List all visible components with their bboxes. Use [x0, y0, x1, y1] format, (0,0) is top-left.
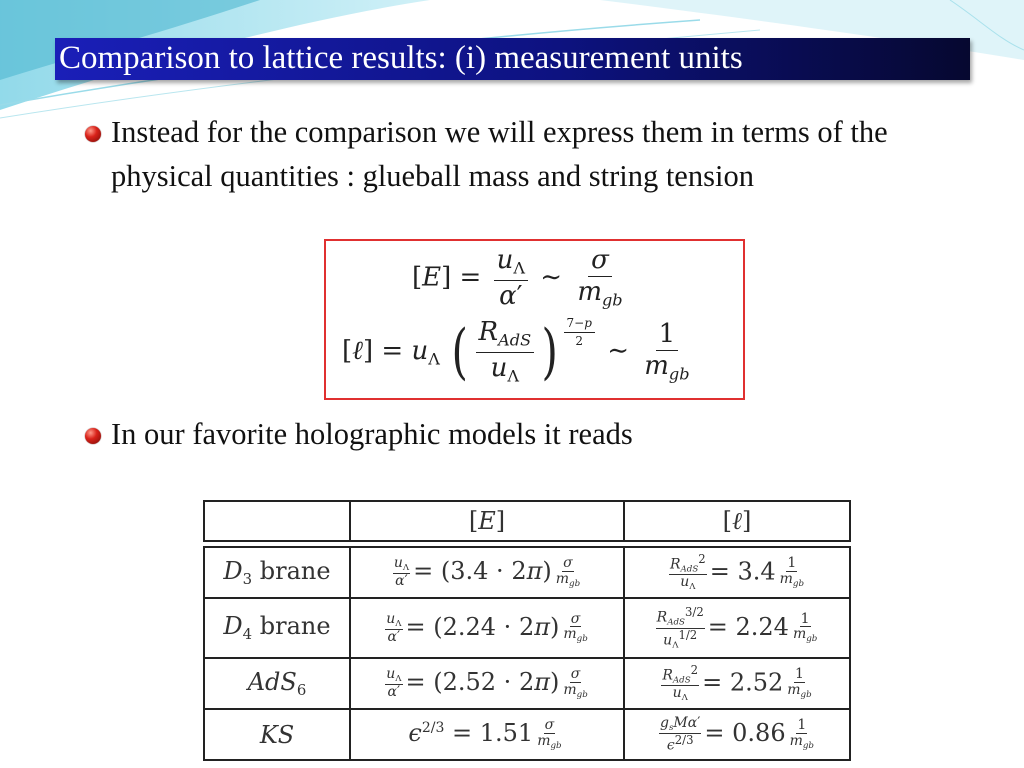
header-cell-empty — [203, 500, 349, 542]
header-cell-length: [ℓ] — [623, 500, 851, 542]
slide-title: Comparison to lattice results: (i) measurement units — [59, 40, 743, 76]
bullet-icon — [85, 126, 101, 142]
energy-lhs: [E] = — [412, 262, 482, 293]
energy-formula — [412, 247, 630, 310]
length-fraction-2: $\frac{1}{m_{gb}}$ — [644, 318, 690, 384]
row-label: $D_4$ brane — [203, 599, 349, 659]
row-label: AdS$_6$ — [203, 659, 349, 710]
results-table — [203, 500, 851, 761]
row-label: KS — [203, 710, 349, 761]
row-label: $D_3$ brane — [203, 546, 349, 599]
table-row — [203, 546, 851, 599]
length-fraction: $\frac{R_{AdS}}{u_\Lambda}$ — [476, 319, 535, 385]
table-row — [203, 659, 851, 710]
energy-fraction-2: $\frac{\sigma}{m_{gb}}$ — [577, 245, 623, 310]
bullet-text-2: In our favorite holographic models it reads — [111, 417, 633, 451]
title-bar — [55, 38, 970, 80]
length-sim: ∼ — [607, 336, 629, 366]
length-formula: [ℓ] = $u_\Lambda$ ( $\frac{R_{AdS}}{u_\Lambda}$ ) $\frac{7-p}{2}$ ∼ $\frac{1}{m_{gb}}$ — [342, 317, 697, 385]
formula-box — [324, 239, 745, 400]
results-table-panel — [152, 470, 868, 768]
length-exponent: $\frac{7-p}{2}$ — [564, 317, 595, 347]
energy-fraction-1: $\frac{u_\Lambda}{\alpha'}$ — [494, 247, 528, 310]
length-lhs: [ℓ] = $u_\Lambda$ — [342, 336, 440, 369]
row-energy: $\frac{u_\Lambda}{\alpha'}$ = (3.4 · 2π) σ $m_{gb}$ — [349, 546, 623, 599]
energy-sim: ∼ — [540, 262, 563, 293]
row-energy: $\epsilon^{2/3} = 1.51$ σ $m_{gb}$ — [349, 710, 623, 761]
row-length: $R_{AdS}^{3/2}$ $u_\Lambda^{1/2}$ = 2.24 1 $m_{gb}$ — [623, 599, 851, 659]
row-length: $R_{AdS}^2$ $u_\Lambda$ = 2.52 1 $m_{gb}$ — [623, 659, 851, 710]
row-energy: $\frac{u_\Lambda}{\alpha'}$ = (2.24 · 2π) σ $m_{gb}$ — [349, 599, 623, 659]
bullet-text-1: Instead for the comparison we will express them in terms of the physical quantities : glueball mass and string tension — [111, 115, 888, 193]
header-cell-energy: [E] — [349, 500, 623, 542]
bullet-icon — [85, 428, 101, 444]
table-row — [203, 599, 851, 659]
table-header-row — [203, 500, 851, 542]
row-energy: $\frac{u_\Lambda}{\alpha'}$ = (2.52 · 2π) σ $m_{gb}$ — [349, 659, 623, 710]
row-length: $g_sM\alpha'$ $\epsilon^{2/3}$ = 0.86 1 $m_{gb}$ — [623, 710, 851, 761]
table-row — [203, 710, 851, 761]
row-length: $R_{AdS}^2$ $u_\Lambda$ = 3.4 1 $m_{gb}$ — [623, 546, 851, 599]
